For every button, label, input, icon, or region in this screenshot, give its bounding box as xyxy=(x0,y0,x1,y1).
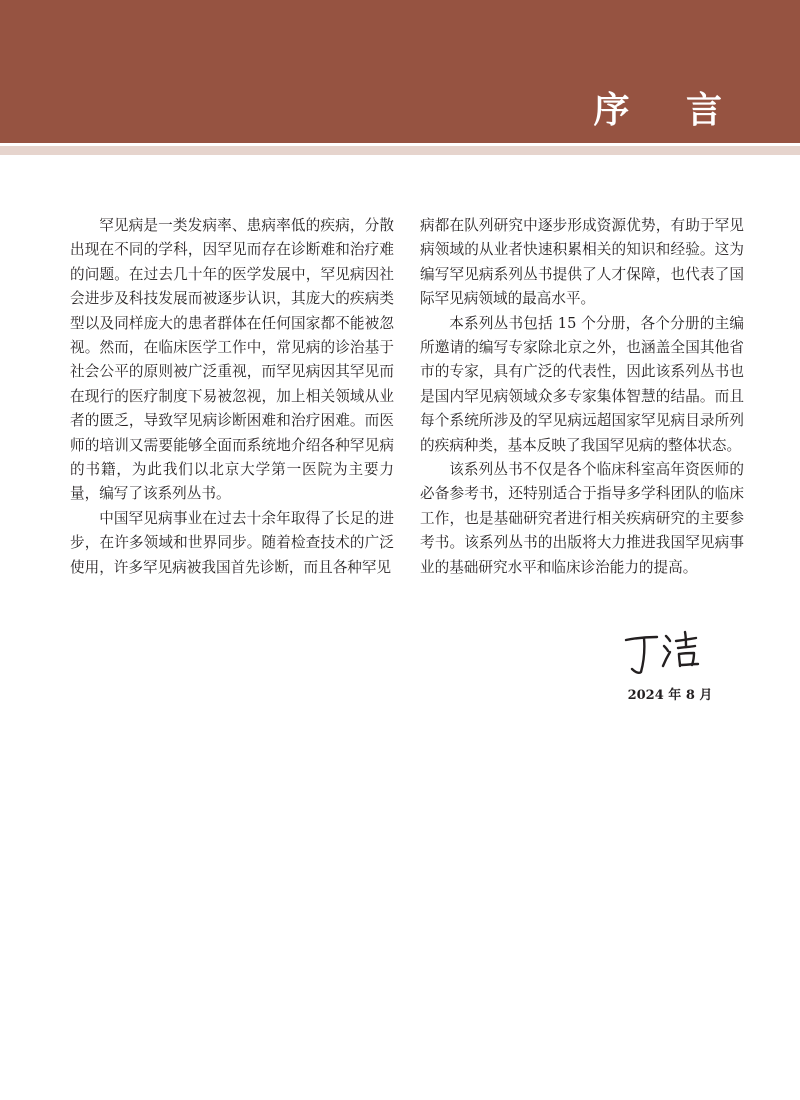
header-divider xyxy=(0,146,800,155)
paragraph-4: 该系列丛书不仅是各个临床科室高年资医师的必备参考书，还特别适合于指导多学科团队的临床工作，也是基础研究者进行相关疾病研究的主要参考书。该系列丛书的出版将大力推进我国罕见病事业的基础研究水平和临床诊治能力的提高。 xyxy=(420,461,744,576)
paragraph-1: 罕见病是一类发病率、患病率低的疾病，分散出现在不同的学科，因罕见而存在诊断难和治疗难的问题。在过去几十年的医学发展中，罕见病因社会进步及科技发展而被逐步认识，其庞大的疾病类型以及同样庞大的患者群体在任何国家都不能被忽视。然而，在临床医学工作中，常见病的诊治基于社会公平的原则被广泛重视，而罕见病因其罕见而在现行的医疗制度下易被忽视，加上相关领域从业者的匮乏，导致罕见病诊断困难和治疗困难。而医师的培训又需要能够全面而系统地介绍各种罕见病的书籍，为此我们以北京大学第一医院为主要力量，编写了该系列丛书。 xyxy=(70,217,394,503)
text-column-left xyxy=(70,214,394,580)
paragraph-2-continued: 病都在队列研究中逐步形成资源优势，有助于罕见病领域的从业者快速积累相关的知识和经验。这为编写罕见病系列丛书提供了人才保障，也代表了国际罕见病领域的最高水平。 xyxy=(420,217,744,308)
paragraph-3: 本系列丛书包括 15 个分册，各个分册的主编所邀请的编写专家除北京之外，也涵盖全国其他省市的专家，具有广泛的代表性，因此该系列丛书也是国内罕见病领域众多专家集体智慧的结晶。而且每个系统所涉及的罕见病远超国家罕见病目录所列的疾病种类，基本反映了我国罕见病的整体状态。 xyxy=(420,314,744,454)
paragraph-2: 中国罕见病事业在过去十余年取得了长足的进步，在许多领域和世界同步。随着检查技术的广泛使用，许多罕见病被我国首先诊断，而且各种罕见 xyxy=(70,509,394,576)
page-title: 序 言 xyxy=(593,89,744,131)
signature-date: 2024 年 8 月 xyxy=(627,688,713,703)
handwritten-signature xyxy=(622,628,718,678)
text-column-right xyxy=(420,214,744,580)
